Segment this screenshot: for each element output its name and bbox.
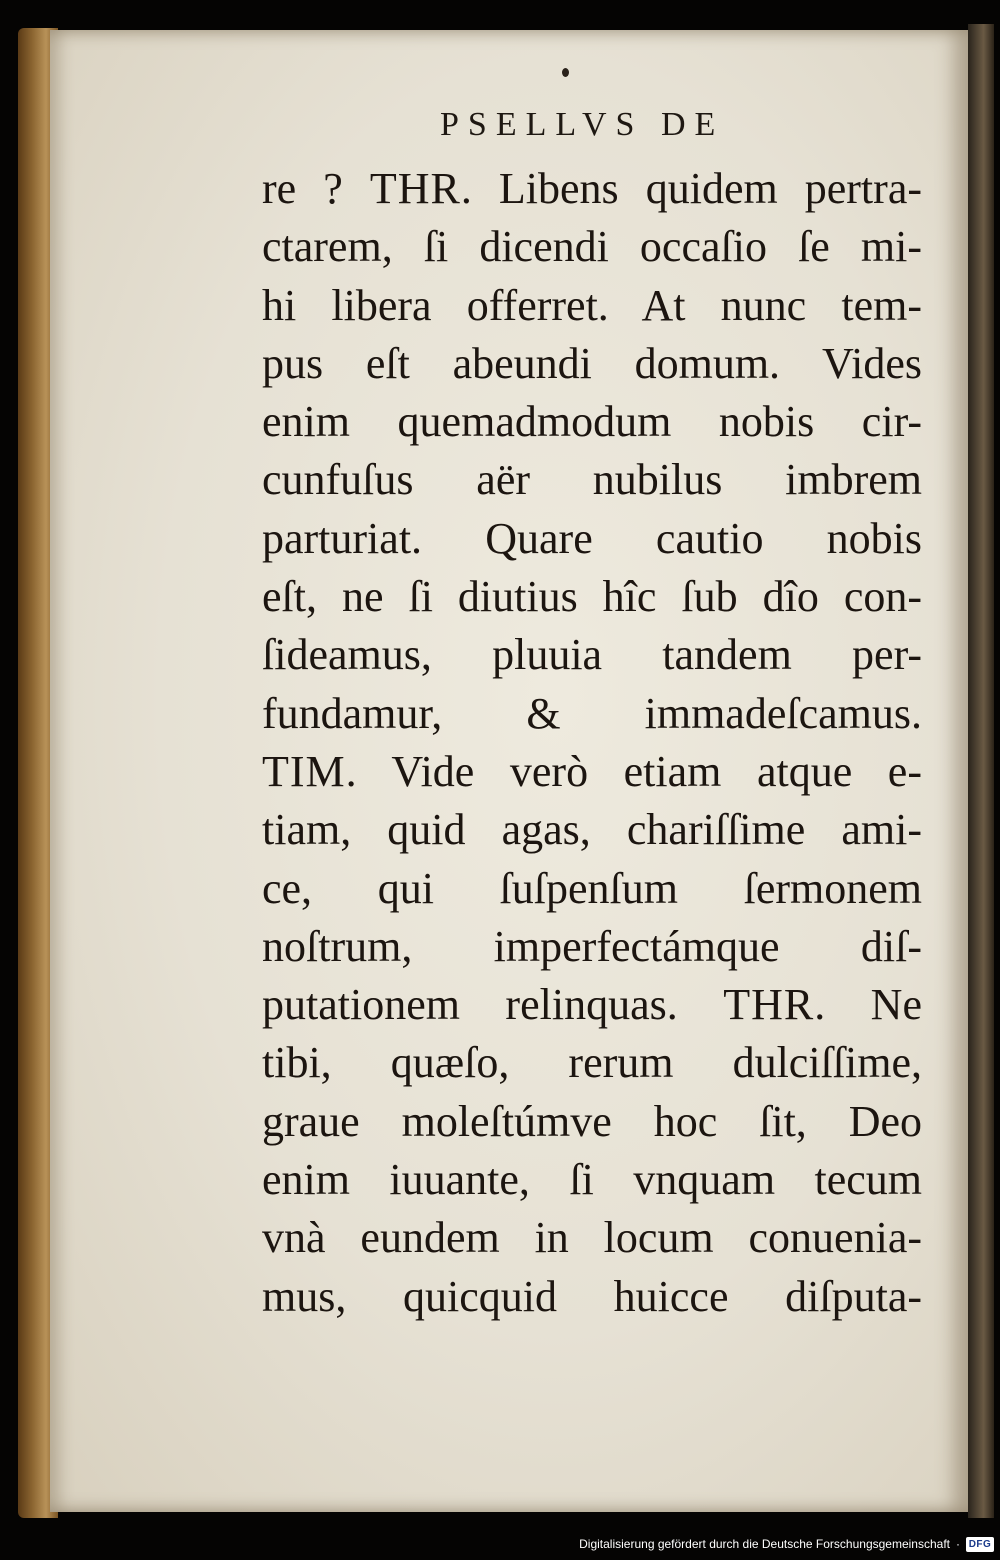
digitization-credit: [579, 1532, 994, 1556]
text-line: ce, qui ſuſpenſum ſermonem: [262, 863, 922, 913]
text-line: pus eſt abeundi domum. Vides: [262, 338, 922, 388]
text-line: eſt, ne ſi diutius hîc ſub dîo con-: [262, 572, 922, 622]
speaker-label: THR: [723, 980, 815, 1030]
text-line: noſtrum, imperfectámque diſ-: [262, 921, 922, 971]
text-line: ſideamus, pluuia tandem per-: [262, 630, 922, 680]
book-gutter: [968, 24, 994, 1518]
speaker-label: TIM: [262, 746, 346, 796]
text-line: enim quemadmodum nobis cir-: [262, 397, 922, 447]
text-line: re ? THR. Libens quidem pertra-: [262, 164, 922, 213]
dfg-logo-icon: DFG: [966, 1537, 994, 1552]
speaker-label: THR: [369, 164, 461, 213]
text-line: tibi, quæſo, rerum dulciſſime,: [262, 1038, 922, 1088]
text-line: fundamur, & immadeſcamus.: [262, 688, 922, 738]
text-line: hi libera offerret. At nunc tem-: [262, 280, 922, 330]
text-line: graue moleſtúmve hoc ſit, Deo: [262, 1096, 922, 1146]
running-head: PSELLVS DE: [440, 106, 725, 143]
text-line: putationem relinquas. THR. Ne: [262, 980, 922, 1030]
text-line: cunfuſus aër nubilus imbrem: [262, 455, 922, 505]
body-text: [262, 160, 922, 1326]
text-line: TIM. Vide verò etiam atque e-: [262, 746, 922, 796]
text-line: parturiat. Quare cautio nobis: [262, 513, 922, 563]
credit-text: Digitalisierung gefördert durch die Deutsche Forschungsgemeinschaft: [579, 1537, 950, 1551]
text-line: mus, quicquid huicce diſputa-: [262, 1271, 922, 1321]
text-line: enim iuuante, ſi vnquam tecum: [262, 1155, 922, 1205]
text-line: vnà eundem in locum conuenia-: [262, 1213, 922, 1263]
text-line: tiam, quid agas, chariſſime ami-: [262, 805, 922, 855]
ink-dot: [562, 68, 569, 77]
separator-dot: ·: [956, 1537, 960, 1551]
text-line: ctarem, ſi dicendi occaſio ſe mi-: [262, 222, 922, 272]
